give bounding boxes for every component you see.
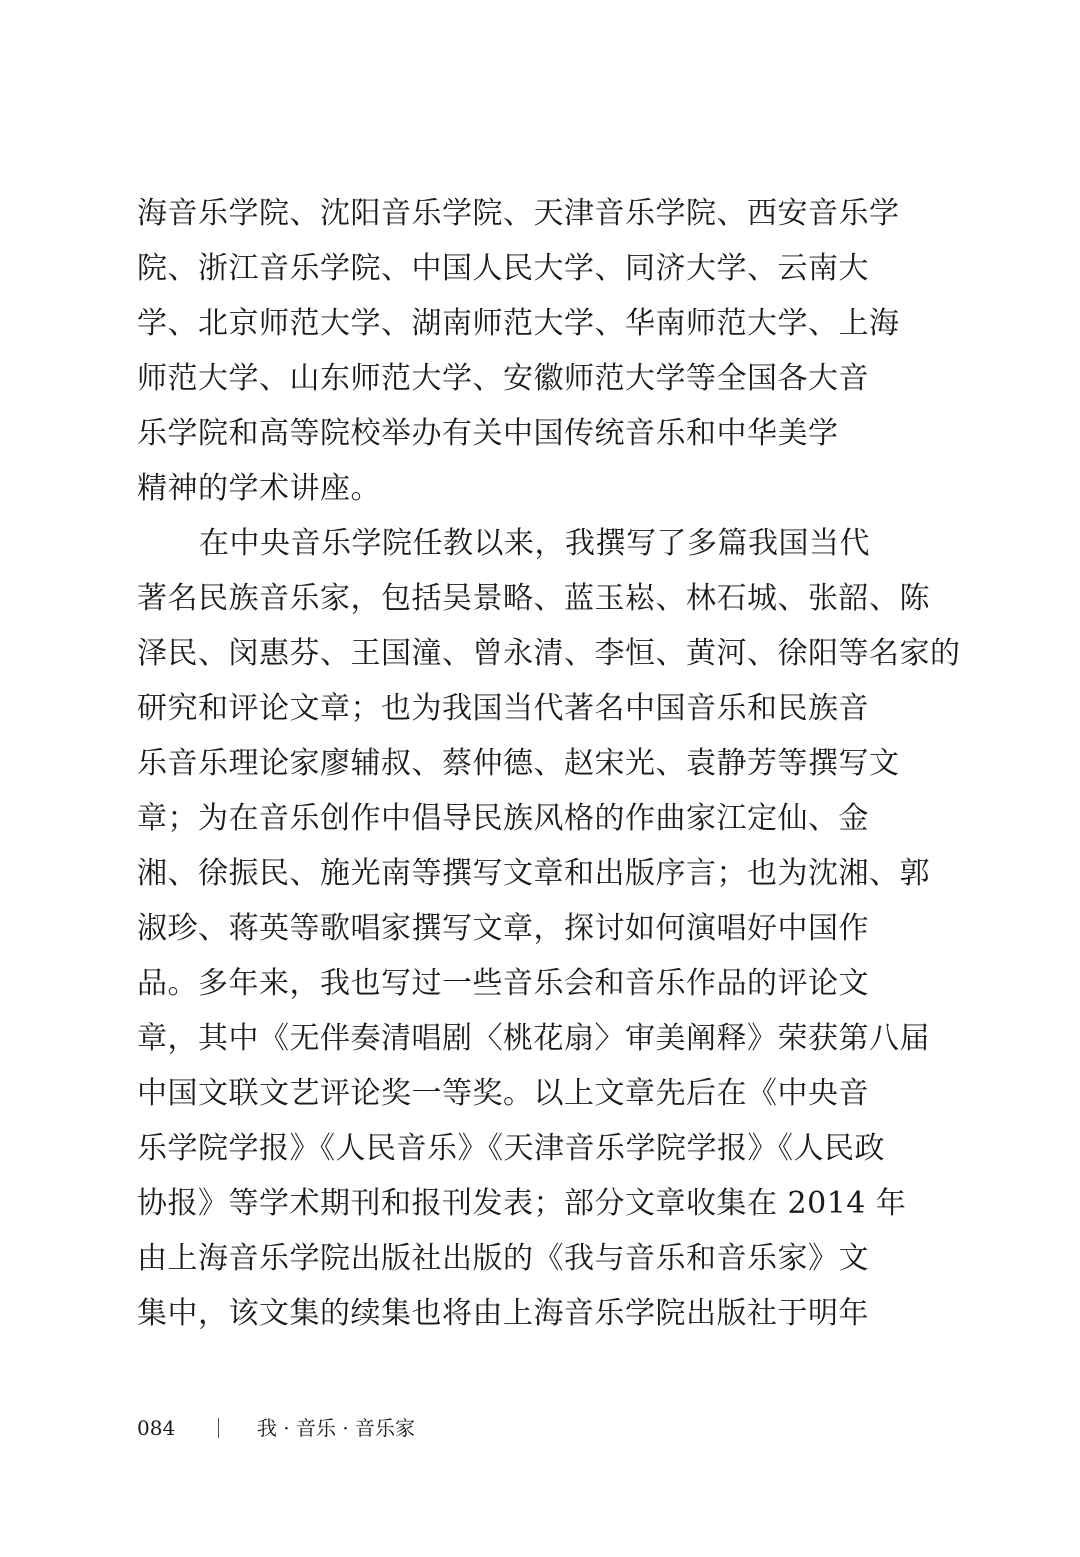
text-line: 淑珍、蒋英等歌唱家撰写文章，探讨如何演唱好中国作 — [137, 911, 869, 946]
text-line: 师范大学、山东师范大学、安徽师范大学等全国各大音 — [137, 361, 869, 396]
text-line: 海音乐学院、沈阳音乐学院、天津音乐学院、西安音乐学 — [137, 196, 900, 231]
text-line: 乐学院学报》《人民音乐》《天津音乐学院学报》《人民政 — [137, 1131, 885, 1166]
text-line: 章，其中《无伴奏清唱剧〈桃花扇〉审美阐释》荣获第八届 — [137, 1021, 930, 1056]
text-line: 院、浙江音乐学院、中国人民大学、同济大学、云南大 — [137, 251, 869, 286]
text-line: 中国文联文艺评论奖一等奖。以上文章先后在《中央音 — [137, 1076, 869, 1111]
text-line: 品。多年来，我也写过一些音乐会和音乐作品的评论文 — [137, 966, 869, 1001]
text-line: 集中，该文集的续集也将由上海音乐学院出版社于明年 — [137, 1296, 869, 1331]
text-line: 章；为在音乐创作中倡导民族风格的作曲家江定仙、金 — [137, 801, 869, 836]
text-line: 学、北京师范大学、湖南师范大学、华南师范大学、上海 — [137, 306, 900, 341]
text-line: 湘、徐振民、施光南等撰写文章和出版序言；也为沈湘、郭 — [137, 856, 930, 891]
text-line: 精神的学术讲座。 — [137, 471, 381, 506]
text-line: 著名民族音乐家，包括吴景略、蓝玉崧、林石城、张韶、陈 — [137, 581, 930, 616]
page-number: 084 — [137, 1416, 176, 1440]
text-line: 乐学院和高等院校举办有关中国传统音乐和中华美学 — [137, 416, 839, 451]
body-text — [137, 186, 961, 1341]
page-footer — [137, 1412, 415, 1441]
text-line: 协报》等学术期刊和报刊发表；部分文章收集在 2014 年 — [137, 1186, 907, 1221]
running-title: 我 · 音乐 · 音乐家 — [256, 1416, 416, 1440]
footer-divider — [218, 1418, 219, 1438]
text-line: 由上海音乐学院出版社出版的《我与音乐和音乐家》文 — [137, 1241, 869, 1276]
text-line: 研究和评论文章；也为我国当代著名中国音乐和民族音 — [137, 691, 869, 726]
text-line: 泽民、闵惠芬、王国潼、曾永清、李恒、黄河、徐阳等名家的 — [137, 636, 961, 671]
text-line: 乐音乐理论家廖辅叔、蔡仲德、赵宋光、袁静芳等撰写文 — [137, 746, 900, 781]
paragraph-first-line: 在中央音乐学院任教以来，我撰写了多篇我国当代 — [199, 526, 870, 561]
